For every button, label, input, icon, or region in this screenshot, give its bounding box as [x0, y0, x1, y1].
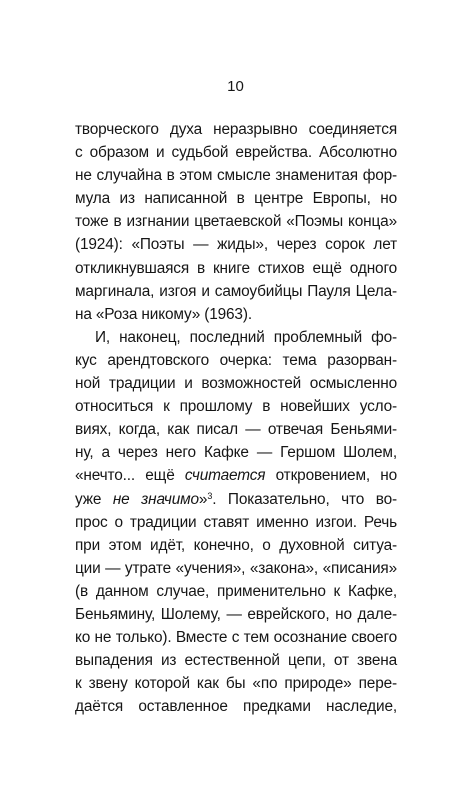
text-line: ции — утрате «учения», «закона», «писания»: [75, 559, 397, 577]
text-line-italic: [75, 464, 397, 487]
line-text: откровением, но: [265, 467, 397, 485]
page-number: 10: [227, 78, 244, 95]
italic-phrase: считается: [184, 467, 266, 485]
text-line: тоже в изгнании цветаевской «Поэмы конца»: [75, 213, 397, 231]
text-line: (1924): «Поэты — жиды», через сорок лет: [75, 236, 397, 254]
body-text: [75, 118, 397, 718]
text-line: с образом и судьбой еврейства. Абсолютно: [75, 144, 397, 162]
line-text: »: [198, 490, 208, 508]
text-line: маргинала, изгоя и самоубийцы Пауля Цела-: [75, 282, 397, 300]
text-line-footnote: [75, 488, 397, 511]
text-line: откликнувшаяся в книге стихов ещё одного: [75, 259, 397, 277]
text-line: выпадения из естественной цепи, от звена: [75, 652, 397, 670]
line-text: «нечто... ещё: [75, 467, 185, 485]
text-line: ной традиции и возможностей осмысленно: [75, 375, 397, 393]
text-line: виях, когда, как писал — отвечая Беньями-: [75, 421, 397, 439]
footnote-marker[interactable]: 3: [207, 490, 213, 501]
line-text: уже: [75, 490, 113, 508]
text-line: даётся оставленное предками наследие,: [75, 698, 397, 716]
text-line: прос о традиции ставят именно изгои. Речь: [75, 513, 397, 531]
text-line: мула из написанной в центре Европы, но: [75, 190, 397, 208]
text-line: не случайна в этом смысле знаменитая фор-: [75, 167, 397, 185]
text-line: при этом идёт, конечно, о духовной ситуа-: [75, 536, 397, 554]
text-line: ну, а через него Кафке — Гершом Шолем,: [75, 444, 397, 462]
italic-phrase: не значимо: [112, 490, 199, 508]
text-line: творческого духа неразрывно соединяется: [75, 121, 397, 138]
paragraph-last-line: на «Роза никому» (1963).: [75, 305, 252, 323]
text-line: (в данном случае, применительно к Кафке,: [75, 582, 397, 600]
text-line: ко не только). Вместе с тем осознание своего: [75, 629, 397, 647]
text-line: относиться к прошлому в новейших усло-: [75, 398, 397, 416]
text-line: Беньямину, Шолему, — еврейского, но дале-: [75, 605, 397, 623]
line-text: . Показательно, что во-: [212, 490, 397, 508]
paragraph-first-line: И, наконец, последний проблемный фо-: [95, 328, 397, 346]
text-line: к звену которой как бы «по природе» пере-: [75, 675, 397, 693]
text-line: кус арендтовского очерка: тема разорван-: [75, 351, 397, 369]
